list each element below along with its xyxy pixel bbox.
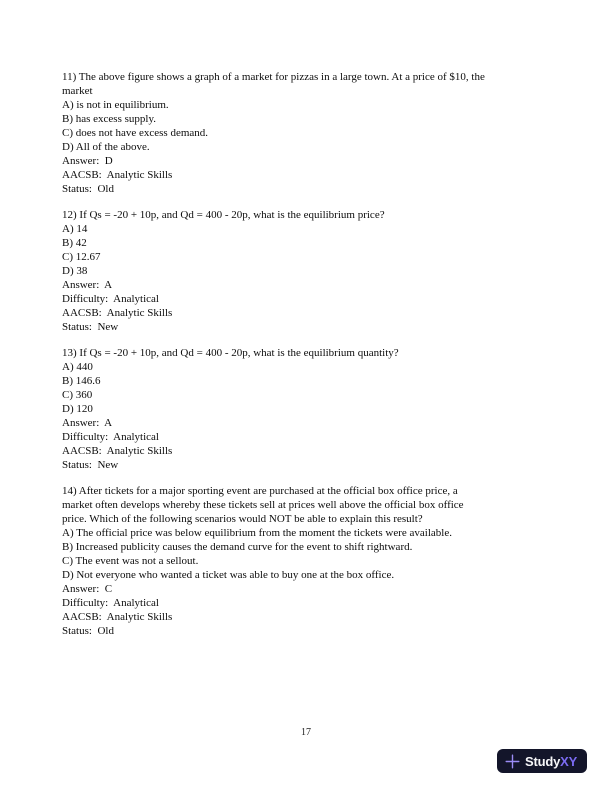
text-line: A) The official price was below equilibrium from the moment the tickets were available.: [62, 527, 452, 539]
text-line: Status: New: [62, 459, 119, 471]
text-line: market: [62, 85, 93, 97]
text-line: D) 38: [62, 265, 88, 277]
question-block-13: [62, 346, 552, 472]
text-line: B) 42: [62, 237, 87, 249]
text-line: C) does not have excess demand.: [62, 127, 209, 139]
text-line: B) has excess supply.: [62, 113, 156, 125]
question-block-11: [62, 70, 552, 196]
text-line: AACSB: Analytic Skills: [62, 611, 173, 623]
text-line: B) Increased publicity causes the demand curve for the event to shift rightward.: [62, 541, 413, 553]
text-line: AACSB: Analytic Skills: [62, 169, 173, 181]
logo-xy-text: XY: [560, 753, 578, 769]
text-line: A) is not in equilibrium.: [62, 99, 169, 111]
text-line: Answer: C: [62, 583, 113, 595]
text-line: 14) After tickets for a major sporting event are purchased at the official box office price, a: [62, 485, 458, 497]
logo-study-text: Study: [525, 753, 561, 769]
text-line: Status: Old: [62, 625, 114, 637]
text-line: AACSB: Analytic Skills: [62, 307, 173, 319]
question-block-12: [62, 208, 552, 334]
text-line: Difficulty: Analytical: [62, 431, 159, 443]
text-line: 12) If Qs = -20 + 10p, and Qd = 400 - 20p, what is the equilibrium price?: [62, 209, 385, 221]
text-line: B) 146.6: [62, 375, 101, 387]
page-number: 17: [301, 727, 311, 738]
text-line: D) 120: [62, 403, 93, 415]
text-line: 11) The above figure shows a graph of a market for pizzas in a large town. At a price of $10, the: [62, 71, 485, 83]
text-line: C) 360: [62, 389, 93, 401]
text-line: C) 12.67: [62, 251, 101, 263]
text-line: Answer: A: [62, 417, 113, 429]
studyxy-logo-badge[interactable]: [497, 749, 587, 773]
text-line: Status: Old: [62, 183, 114, 195]
text-line: Answer: A: [62, 279, 113, 291]
plus-icon: [505, 754, 520, 769]
text-line: Status: New: [62, 321, 119, 333]
text-line: A) 14: [62, 223, 88, 235]
text-line: D) All of the above.: [62, 141, 150, 153]
text-line: 13) If Qs = -20 + 10p, and Qd = 400 - 20p, what is the equilibrium quantity?: [62, 347, 399, 359]
document-body: [62, 70, 552, 638]
text-line: A) 440: [62, 361, 93, 373]
text-line: Answer: D: [62, 155, 113, 167]
text-line: D) Not everyone who wanted a ticket was able to buy one at the box office.: [62, 569, 395, 581]
question-block-14: [62, 484, 552, 638]
logo-text: [525, 755, 577, 768]
text-line: C) The event was not a sellout.: [62, 555, 199, 567]
text-line: Difficulty: Analytical: [62, 293, 159, 305]
text-line: price. Which of the following scenarios would NOT be able to explain this result?: [62, 513, 423, 525]
text-line: market often develops whereby these tickets sell at prices well above the official box office: [62, 499, 464, 511]
text-line: Difficulty: Analytical: [62, 597, 159, 609]
text-line: AACSB: Analytic Skills: [62, 445, 173, 457]
